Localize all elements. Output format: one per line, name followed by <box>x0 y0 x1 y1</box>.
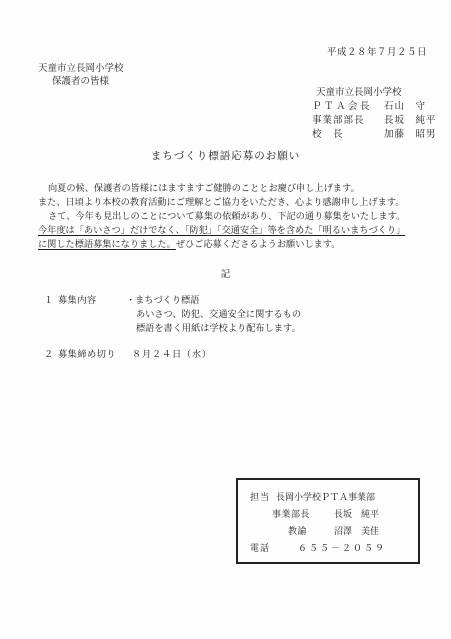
item-details <box>126 294 301 336</box>
item-label: 募集締め切り <box>58 349 117 360</box>
contact-key: 担当 <box>250 493 271 503</box>
contact-key: 電話 <box>250 544 271 554</box>
sender-name: 石山 守 <box>384 101 427 112</box>
body-paragraph-request: さて、今年も見出しのことについて募集の依頼があり、下記の通り募集をいたします。 <box>48 211 406 222</box>
contact-row-dept-head <box>272 507 379 523</box>
ki-heading: 記 <box>220 269 231 280</box>
body-paragraph-thanks: また、日頃より本校の教育活動にご理解とご協力をいただき、心より感謝申し上げます。 <box>38 197 405 208</box>
contact-row-teacher <box>288 524 379 540</box>
underlined-theme-text-cont: に関した標語募集になりました。 <box>38 239 176 250</box>
sender-org: 天童市立長岡小学校 <box>316 87 402 98</box>
contact-key: 事業部長 <box>272 510 311 520</box>
recipient-guardians: 保護者の皆様 <box>52 76 110 87</box>
document-date: 平成２８年７月２５日 <box>326 47 427 58</box>
body-paragraph-appeal <box>38 238 405 252</box>
sender-row-dept-head <box>312 114 437 128</box>
item-detail-line: あいさつ、防犯、交通安全に関するもの <box>136 309 302 320</box>
recipient-school: 天童市立長岡小学校 <box>38 63 124 74</box>
contact-value: 長坂 純平 <box>334 510 380 520</box>
document-title: まちづくり標語応募のお願い <box>150 150 301 162</box>
sender-row-pta-president <box>312 100 437 114</box>
contact-phone: ６５５－２０５９ <box>298 544 387 554</box>
appeal-text: ぜひご応募くださるようお願いします。 <box>175 239 341 250</box>
underlined-theme-text: 今年度は「あいさつ」だけでなく、「防犯」「交通安全」等を含めた「明るいまちづくり」 <box>38 225 406 236</box>
sender-role: 事業部部長 <box>312 115 365 126</box>
contact-value: 長岡小学校ＰＴＡ事業部 <box>276 493 376 503</box>
body-paragraph-greeting: 向夏の候、保護者の皆様にはますますご健勝のこととお慶び申し上げます。 <box>48 183 360 194</box>
item-detail-line: 標語を書く用紙は学校より配布します。 <box>136 323 301 334</box>
contact-row-phone <box>250 541 386 557</box>
contact-key: 教諭 <box>288 527 308 537</box>
sender-name: 加藤 昭男 <box>384 129 437 140</box>
body-paragraph-theme <box>38 224 405 238</box>
sender-role: ＰＴＡ会長 <box>312 101 373 112</box>
contact-value: 沼澤 美佳 <box>334 527 380 537</box>
sender-name: 長坂 純平 <box>384 115 437 126</box>
sender-row-principal <box>312 128 437 142</box>
body-text <box>38 182 405 252</box>
item-label: 募集内容 <box>58 295 97 306</box>
item-number: １ <box>44 295 54 306</box>
contact-row-in-charge <box>250 490 375 506</box>
item-detail-line: ・まちづくり標語 <box>126 295 200 306</box>
sender-block <box>312 86 437 142</box>
item-number: ２ <box>44 349 54 360</box>
contact-box <box>236 478 420 564</box>
deadline-value: ８月２４日（水） <box>132 349 212 360</box>
sender-role: 校 長 <box>312 129 344 140</box>
